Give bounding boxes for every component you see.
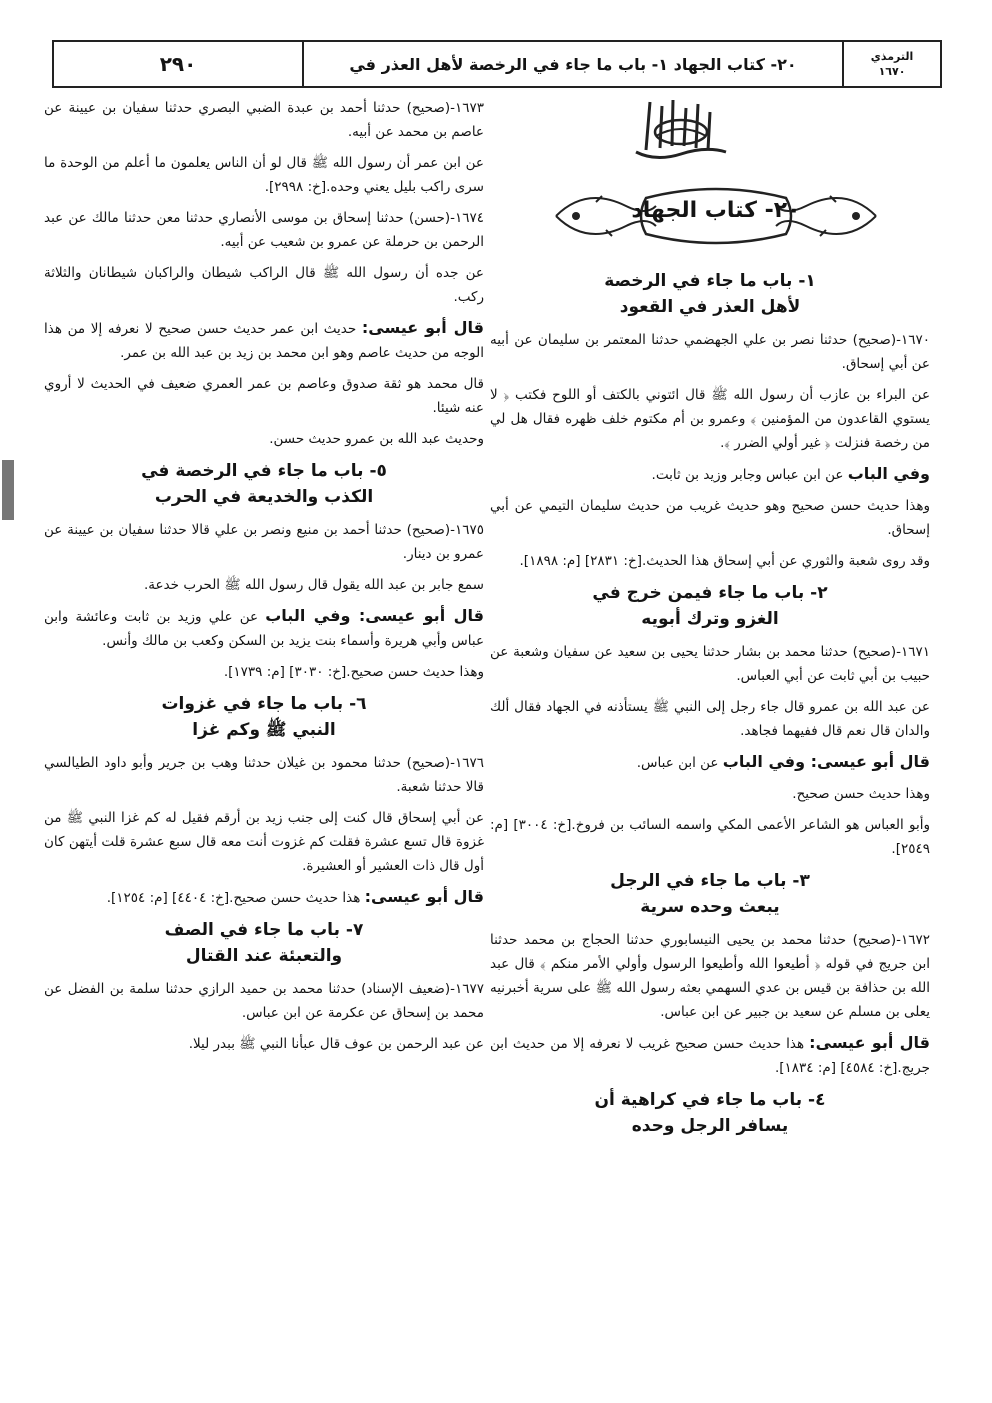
header-page-number: ٢٩٠ — [159, 52, 197, 76]
commentary-lead: قال أبو عيسى: وفي الباب — [265, 606, 484, 625]
right-column — [490, 262, 930, 1147]
commentary-paragraph — [490, 1031, 930, 1080]
header-book-reference — [842, 42, 940, 86]
hadith-paragraph: وقد روى شعبة والثوري عن أبي إسحاق هذا الحديث.[خ: ٢٨٣١] [م: ١٨٩٨]. — [519, 553, 930, 569]
hadith-paragraph: ١٦٧٧-(ضعيف الإسناد) حدثنا محمد بن حميد الرازي حدثنا سلمة بن الفضل عن محمد بن إسحاق عن عكرمة عن ابن عباس. — [44, 981, 484, 1021]
book-title: ٢٠- كتاب الجهاد — [631, 198, 801, 223]
chapter-heading-line: يسافر الرجل وحده — [631, 1116, 789, 1136]
hadith-paragraph: سمع جابر بن عبد الله يقول قال رسول الله ﷺ الحرب خدعة. — [144, 577, 484, 593]
chapter-heading-line: ٥- باب ما جاء في الرخصة في — [141, 461, 387, 481]
hadith-paragraph: وأبو العباس هو الشاعر الأعمى المكي واسمه السائب بن فروخ.[خ: ٣٠٠٤] [م: ٢٥٤٩]. — [490, 817, 930, 857]
page-edge-mark — [2, 460, 14, 520]
hadith-paragraph: ١٦٧٤-(حسن) حدثنا إسحاق بن موسى الأنصاري حدثنا معن حدثنا مالك عن عبد الرحمن بن حرملة عن عمرو بن شعيب عن أبيه. — [44, 210, 484, 250]
commentary-lead: وفي الباب — [847, 464, 930, 483]
hadith-paragraph: قال محمد هو ثقة صدوق وعاصم بن عمر العمري ضعيف في الحديث لا أروي عنه شيئا. — [44, 376, 484, 416]
chapter-heading — [490, 1087, 930, 1139]
commentary-text: عن ابن عباس. — [636, 755, 723, 771]
hadith-paragraph: وهذا حديث حسن صحيح.[خ: ٣٠٣٠] [م: ١٧٣٩]. — [223, 664, 484, 680]
hadith-paragraph: عن عبد الله بن عمرو قال جاء رجل إلى النبي ﷺ يستأذنه في الجهاد فقال ألك والدان قال نعم قال ففيهما فجاهد. — [490, 699, 930, 739]
chapter-heading-line: يبعث وحده سرية — [640, 897, 780, 917]
header-chapter-title: ٢٠- كتاب الجهاد ١- باب ما جاء في الرخصة لأهل العذر في — [302, 42, 842, 86]
hadith-paragraph: عن جده أن رسول الله ﷺ قال الراكب شيطان والراكبان شيطانان والثلاثة ركب. — [44, 265, 484, 305]
chapter-heading-line: الغزو وترك أبويه — [641, 609, 779, 629]
chapter-heading-line: والتعبئة عند القتال — [185, 946, 343, 966]
hadith-paragraph: وهذا حديث حسن صحيح وهو حديث غريب من حديث سليمان التيمي عن أبي إسحاق. — [490, 498, 930, 538]
chapter-heading — [44, 691, 484, 743]
chapter-heading — [44, 458, 484, 510]
hadith-paragraph: ١٦٧٦-(صحيح) حدثنا محمود بن غيلان حدثنا وهب بن جرير وأبو داود الطيالسي قالا حدثنا شعبة. — [44, 755, 484, 795]
chapter-heading-line: ٢- باب ما جاء فيمن خرج في — [592, 583, 828, 603]
header-book-name: الترمذي — [870, 50, 914, 63]
hadith-paragraph: ١٦٧٣-(صحيح) حدثنا أحمد بن عبدة الضبي البصري حدثنا سفيان بن عيينة عن عاصم بن محمد عن أبيه. — [44, 100, 484, 140]
chapter-heading — [490, 868, 930, 920]
commentary-lead: قال أبو عيسى: — [361, 318, 485, 337]
hadith-paragraph: عن ابن عمر أن رسول الله ﷺ قال لو أن الناس يعلمون ما أعلم من الوحدة ما سرى راكب بليل يعني وحده.[خ: ٢٩٩٨]. — [44, 155, 484, 195]
chapter-heading-line: لأهل العذر في القعود — [619, 297, 801, 317]
header-book-number: ١٦٧٠ — [878, 65, 906, 78]
chapter-heading-line: ٣- باب ما جاء في الرجل — [610, 871, 810, 891]
commentary-lead: قال أبو عيسى: وفي الباب — [722, 752, 930, 771]
commentary-paragraph — [44, 604, 484, 653]
chapter-heading — [490, 268, 930, 320]
commentary-lead: قال أبو عيسى: — [809, 1033, 931, 1052]
commentary-text: عن ابن عباس وجابر وزيد بن ثابت. — [651, 467, 848, 483]
hadith-paragraph: وحديث عبد الله بن عمرو حديث حسن. — [269, 431, 484, 447]
commentary-paragraph — [490, 462, 930, 487]
page-header — [52, 40, 942, 88]
commentary-text: هذا حديث حسن صحيح.[خ: ٤٤٠٤] [م: ١٢٥٤]. — [106, 890, 365, 906]
commentary-text: هذا حديث حسن صحيح غريب لا نعرفه إلا من حديث ابن جريج.[خ: ٤٥٨٤] [م: ١٨٣٤]. — [490, 1036, 930, 1076]
hadith-paragraph: ١٦٧٢-(صحيح) حدثنا محمد بن يحيى النيسابوري حدثنا الحجاج بن محمد حدثنا ابن جريج في قوله ﴿ أطيعوا الله وأطيعوا الرسول وأولي الأمر منكم ﴾ قال عبد الله بن حذافة بن قيس بن عدي السهمي بعثه رسول الله ﷺ على سرية أخبرنيه يعلى بن مسلم عن سعيد بن جبير عن ابن عباس. — [490, 932, 930, 1020]
commentary-paragraph — [490, 750, 930, 775]
commentary-text: حديث ابن عمر حديث حسن صحيح لا نعرفه إلا من هذا الوجه من حديث عاصم وهو ابن محمد بن زيد بن عبد الله بن عمر. — [44, 321, 484, 361]
chapter-heading — [490, 580, 930, 632]
left-column — [44, 96, 484, 1063]
commentary-text: عن علي وزيد بن ثابت وعائشة وابن عباس وأبي هريرة وأسماء بنت يزيد بن السكن وكعب بن مالك وأنس. — [44, 609, 484, 649]
chapter-heading-line: الكذب والخديعة في الحرب — [154, 487, 374, 507]
basmala-calligraphy-icon — [626, 92, 736, 168]
chapter-heading — [44, 917, 484, 969]
book-title-banner — [546, 176, 886, 258]
chapter-heading-line: ٤- باب ما جاء في كراهية أن — [594, 1090, 826, 1110]
chapter-heading-line: ٦- باب ما جاء في غزوات — [161, 694, 367, 714]
hadith-paragraph: عن البراء بن عازب أن رسول الله ﷺ قال ائتوني بالكتف أو اللوح فكتب ﴿ لا يستوي القاعدون من المؤمنين ﴾ وعمرو بن أم مكتوم خلف ظهره فقال هل لي من رخصة فنزلت ﴿ غير أولي الضرر ﴾. — [490, 387, 930, 451]
commentary-paragraph — [44, 885, 484, 910]
hadith-paragraph: وهذا حديث حسن صحيح. — [792, 786, 930, 802]
commentary-paragraph — [44, 316, 484, 365]
hadith-paragraph: ١٦٧٥-(صحيح) حدثنا أحمد بن منيع ونصر بن علي قالا حدثنا سفيان بن عيينة عن عمرو بن دينار. — [44, 522, 484, 562]
hadith-paragraph: ١٦٧١-(صحيح) حدثنا محمد بن بشار حدثنا يحيى بن سعيد عن سفيان وشعبة عن حبيب بن أبي ثابت عن أبي العباس. — [490, 644, 930, 684]
hadith-paragraph: عن عبد الرحمن بن عوف قال عبأنا النبي ﷺ ببدر ليلا. — [188, 1036, 484, 1052]
hadith-paragraph: عن أبي إسحاق قال كنت إلى جنب زيد بن أرقم فقيل له كم غزا النبي ﷺ من غزوة قال تسع عشرة فقلت كم غزوت أنت معه قال سبع عشرة قلت أيتهن كان أول قال ذات العشير أو العشيرة. — [44, 810, 484, 874]
hadith-paragraph: ١٦٧٠-(صحيح) حدثنا نصر بن علي الجهضمي حدثنا المعتمر بن سليمان عن أبيه عن أبي إسحاق. — [490, 332, 930, 372]
chapter-heading-line: ١- باب ما جاء في الرخصة — [604, 271, 816, 291]
chapter-heading-line: ٧- باب ما جاء في الصف — [164, 920, 364, 940]
commentary-lead: قال أبو عيسى: — [364, 887, 484, 906]
chapter-heading-line: النبي ﷺ وكم غزا — [192, 720, 336, 740]
